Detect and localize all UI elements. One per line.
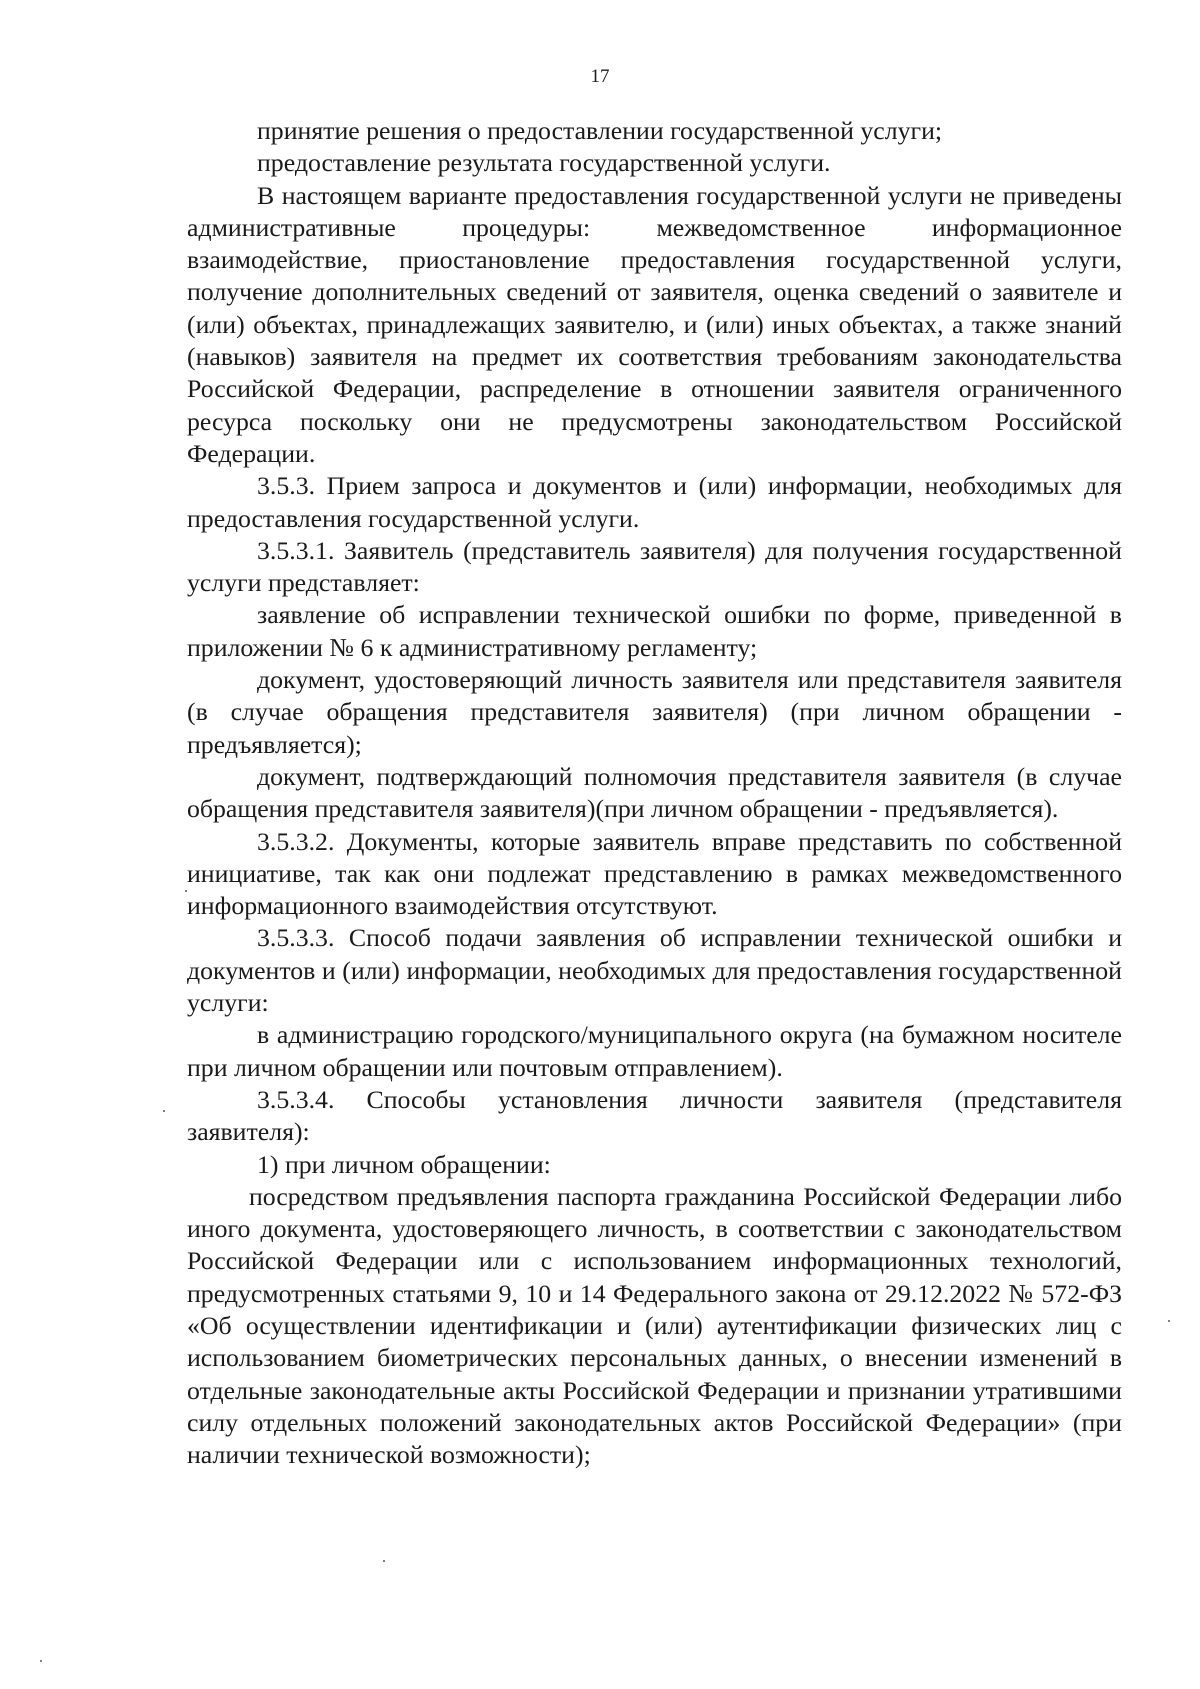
paragraph: предоставление результата государственной услуги. — [257, 148, 831, 178]
paragraph: 1) при личном обращении: — [257, 1149, 551, 1179]
document-body — [187, 115, 1122, 1471]
scan-speck — [383, 1560, 385, 1562]
scan-speck — [185, 890, 187, 892]
paragraph: В настоящем варианте предоставления государственной услуги не приведены административные процедуры: межведомственное информационное взаимодействие, приостановление предоставления государственной услуги, получение дополнительных сведений от заявителя, оценка сведений о заявителе и (или) объектах, принадлежащих заявителю, и (или) иных объектах, а также знаний (навыков) заявителя на предмет их соответствия требованиям законодательства Российской Федерации, распределение в отношении заявителя ограниченного ресурса поскольку они не предусмотрены законодательством Российской Федерации. — [187, 180, 1122, 468]
paragraph: 3.5.3.2. Документы, которые заявитель вправе представить по собственной инициативе, так как они подлежат представлению в рамках межведомственного информационного взаимодействия отсутствуют. — [187, 826, 1122, 921]
paragraph: заявление об исправлении технической ошибки по форме, приведенной в приложении № 6 к административному регламенту; — [187, 600, 1122, 662]
paragraph: документ, подтверждающий полномочия представителя заявителя (в случае обращения представителя заявителя)(при личном обращении - предъявляется). — [187, 761, 1122, 824]
paragraph: посредством предъявления паспорта гражданина Российской Федерации либо иного документа, удостоверяющего личность, в соответствии с законодательством Российской Федерации или с использованием информационных технологий, предусмотренных статьями 9, 10 и 14 Федерального закона от 29.12.2022 № 572-ФЗ «Об осуществлении идентификации и (или) аутентификации физических лиц с использованием биометрических персональных данных, о внесении изменений в отдельные законодательные акты Российской Федерации и признании утратившими силу отдельных положений законодательных актов Российской Федерации» (при наличии технической возможности); — [187, 1181, 1122, 1470]
paragraph: 3.5.3.1. Заявитель (представитель заявителя) для получения государственной услуги представляет: — [187, 535, 1122, 598]
paragraph: 3.5.3.4. Способы установления личности заявителя (представителя заявителя): — [187, 1084, 1122, 1147]
paragraph: документ, удостоверяющий личность заявителя или представителя заявителя (в случае обращения представителя заявителя) (при личном обращении - предъявляется); — [187, 665, 1122, 759]
paragraph: 3.5.3.3. Способ подачи заявления об исправлении технической ошибки и документов и (или) информации, необходимых для предоставления государственной услуги: — [187, 923, 1122, 1018]
paragraph: в администрацию городского/муниципального округа (на бумажном носителе при личном обращении или почтовым отправлением). — [187, 1020, 1122, 1082]
scan-speck — [163, 1110, 165, 1112]
paragraph: принятие решения о предоставлении государственной услуги; — [257, 116, 943, 145]
scan-speck — [1168, 1320, 1170, 1322]
paragraph: 3.5.3. Прием запроса и документов и (или) информации, необходимых для предоставления государственной услуги. — [187, 471, 1122, 533]
page-number: 17 — [590, 66, 610, 87]
scan-speck — [40, 1660, 42, 1662]
